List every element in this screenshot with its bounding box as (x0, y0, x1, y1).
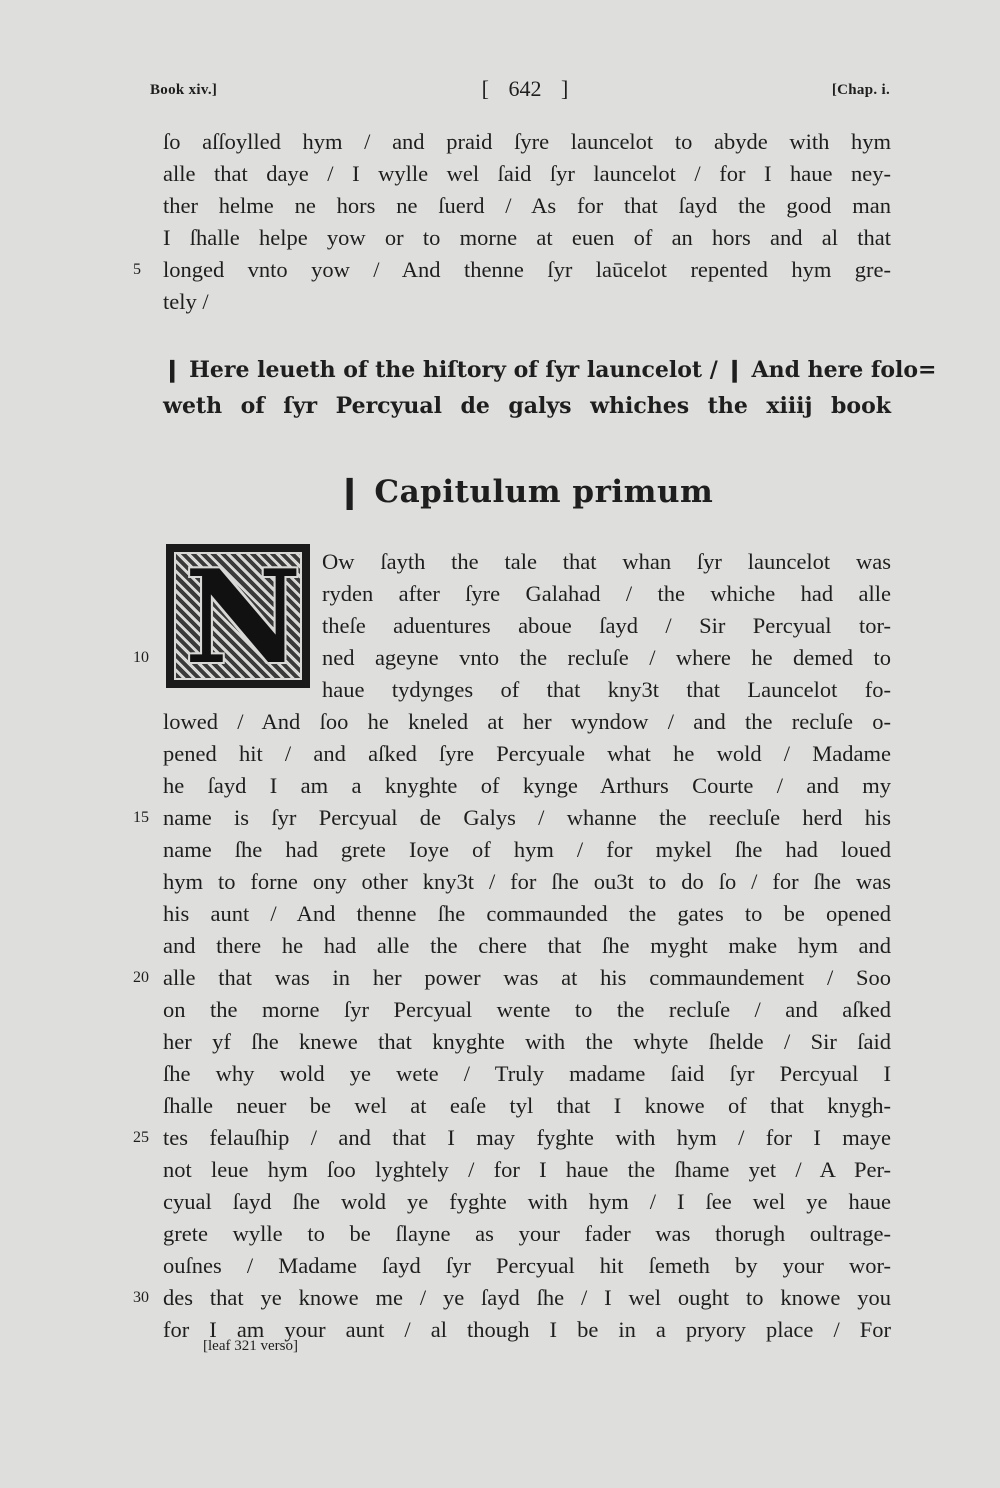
text-line: for I am your aunt / al though I be in a pryory place / For (163, 1317, 891, 1342)
line-number: 20 (133, 969, 149, 986)
line-number: 5 (133, 261, 141, 278)
decorated-initial (166, 543, 310, 693)
text-line: longed vnto yow / And thenne ſyr laūcelot repented hym gre- (163, 257, 891, 282)
initial-ornament (174, 543, 302, 693)
text-line: ſhalle neuer be wel at eaſe tyl that I knowe of that knygh- (163, 1093, 891, 1118)
text-line: lowed / And ſoo he kneled at her wyndow / and the recluſe o- (163, 709, 891, 734)
text-line: des that ye knowe me / ye ſayd ſhe / I wel ought to knowe you (163, 1285, 891, 1310)
margin-note: [leaf 321 verso] (203, 1338, 298, 1354)
text-line: not leue hym ſoo lyghtely / for I haue the ſhame yet / A Per- (163, 1157, 891, 1182)
text-line: he ſayd I am a knyghte of kynge Arthurs Courte / and my (163, 773, 891, 798)
text-line: haue tydynges of that kny3t that Launcelot fo- (322, 677, 891, 702)
text-line: his aunt / And thenne ſhe commaunded the gates to be opened (163, 901, 891, 926)
text-line: ther helme ne hors ne ſuerd / As for that ſayd the good man (163, 193, 891, 218)
initial-letter: N (184, 543, 302, 693)
text-line: alle that daye / I wylle wel ſaid ſyr launcelot / for I haue ney- (163, 161, 891, 186)
text-line: I ſhalle helpe yow or to morne at euen of an hors and al that (163, 225, 891, 250)
text-line: theſe aduentures aboue ſayd / Sir Percyual tor- (322, 613, 891, 638)
text-line: cyual ſayd ſhe wold ye fyghte with hym / I ſee wel ye haue (163, 1189, 891, 1214)
text-line: name ſhe had grete Ioye of hym / for mykel ſhe had loued (163, 837, 891, 862)
text-line: ouſnes / Madame ſayd ſyr Percyual hit ſemeth by your wor- (163, 1253, 891, 1278)
text-line: ſhe why wold ye wete / Truly madame ſaid ſyr Percyual I (163, 1061, 891, 1086)
text-line: on the morne ſyr Percyual wente to the recluſe / and aſked (163, 997, 891, 1022)
text-line: pened hit / and aſked ſyre Percyuale what he wold / Madame (163, 741, 891, 766)
text-line: ryden after ſyre Galahad / the whiche had alle (322, 581, 891, 606)
text-line: ned ageyne vnto the recluſe / where he demed to (322, 645, 891, 670)
rubric-line: weth of ſyr Percyual de galys whiches the xiiij book (163, 393, 891, 419)
text-line: and there he had alle the chere that ſhe myght make hym and (163, 933, 891, 958)
rubric-line: ❙ Here leueth of the hiſtory of ſyr launcelot / ❙ And here folo= (163, 357, 937, 383)
text-line: hym to forne ony other kny3t / for ſhe ou3t to do ſo / for ſhe was (163, 869, 891, 894)
line-number: 30 (133, 1289, 149, 1306)
text-line: grete wylle to be ſlayne as your fader was thorugh oultrage- (163, 1221, 891, 1246)
chapter-heading: ❙ Capitulum primum (336, 474, 714, 510)
line-number: 10 (133, 649, 149, 666)
text-line: ſo aſſoylled hym / and praid ſyre launcelot to abyde with hym (163, 129, 891, 154)
text-line: her yf ſhe knewe that knyghte with the whyte ſhelde / Sir ſaid (163, 1029, 891, 1054)
line-number: 15 (133, 809, 149, 826)
line-number: 25 (133, 1129, 149, 1146)
text-line: tes felauſhip / and that I may fyghte with hym / for I maye (163, 1125, 891, 1150)
text-line: alle that was in her power was at his commaundement / Soo (163, 965, 891, 990)
running-head-chapter: [Chap. i. (831, 82, 890, 98)
text-line: tely / (163, 289, 209, 314)
text-line: name is ſyr Percyual de Galys / whanne the reecluſe herd his (163, 805, 891, 830)
page-number: [ 642 ] (481, 76, 569, 101)
running-head-book: Book xiv.] (150, 82, 218, 98)
text-line: Ow ſayth the tale that whan ſyr launcelot was (322, 549, 891, 574)
